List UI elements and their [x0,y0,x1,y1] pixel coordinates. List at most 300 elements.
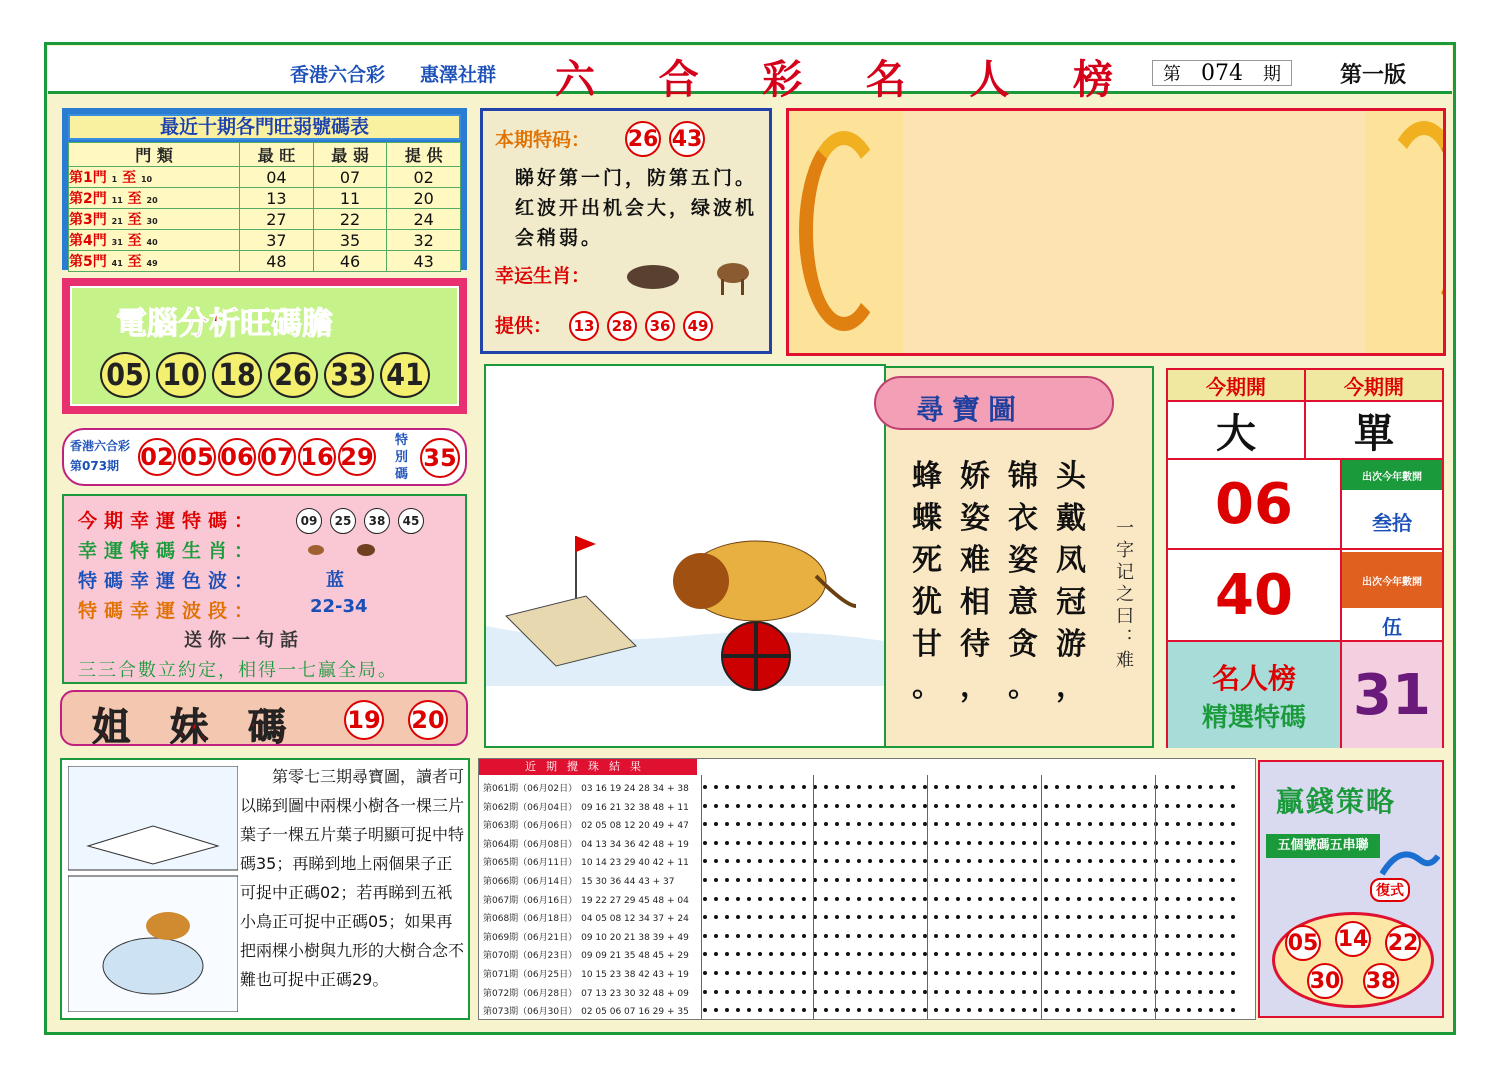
history-dot [1165,822,1169,826]
history-dot [868,822,872,826]
history-dot [714,785,718,789]
history-dot [989,859,993,863]
history-dot [1000,915,1004,919]
history-dot [1209,990,1213,994]
history-dot [956,1008,960,1012]
history-dot [978,897,982,901]
history-dot [747,1008,751,1012]
history-dot [912,990,916,994]
history-dot [1110,822,1114,826]
history-dot [989,785,993,789]
history-dot [1099,822,1103,826]
history-dot [934,859,938,863]
history-dot [1231,897,1235,901]
history-dot [1000,878,1004,882]
history-dot [901,934,905,938]
history-dot [1110,990,1114,994]
history-dot [1121,859,1125,863]
history-dot [1176,971,1180,975]
history-dot [879,897,883,901]
history-dot [1077,785,1081,789]
history-dot [857,822,861,826]
history-dot [1132,915,1136,919]
history-dot [868,934,872,938]
history-row [483,967,689,980]
history-dot [857,952,861,956]
history-dot [846,971,850,975]
history-row [483,986,689,999]
history-dot [1022,990,1026,994]
history-dot [703,971,707,975]
history-dot [1143,897,1147,901]
history-dot [945,971,949,975]
history-numbers: 07 13 23 30 32 48 + 09 [581,988,689,999]
history-dot [978,804,982,808]
history-dot [1099,971,1103,975]
sister-panel [60,690,468,749]
win-oval [1272,912,1434,1008]
history-dot [758,859,762,863]
history-dot [934,934,938,938]
history-dot [758,990,762,994]
history-dot [1187,841,1191,845]
history-dot [1011,822,1015,826]
luck-panel [62,494,467,684]
recent-table [68,142,461,272]
history-dot [769,804,773,808]
win-title: 贏錢策略 [1276,785,1397,818]
history-dot [967,878,971,882]
history-dot [967,952,971,956]
history-dot [1231,971,1235,975]
history-dot [857,934,861,938]
history-dot [1099,841,1103,845]
history-dot [769,990,773,994]
history-dot [791,897,795,901]
history-dot [1088,878,1092,882]
history-dot [1066,1008,1070,1012]
history-dot [714,804,718,808]
history-dot [1121,915,1125,919]
history-dot [1044,971,1048,975]
history-dot [1000,952,1004,956]
result-ball: 02 [138,438,176,476]
history-dot [901,971,905,975]
history-dot [1176,878,1180,882]
history-dot [978,952,982,956]
history-dot [824,859,828,863]
history-dot [747,990,751,994]
history-dot [934,897,938,901]
history-dot [703,897,707,901]
history-dot [758,915,762,919]
history-dot [879,934,883,938]
history-dot [857,915,861,919]
history-dot [1231,990,1235,994]
history-dot [956,878,960,882]
luck-line-2: 幸運特碼生肖： [78,540,261,562]
win-ball: 38 [1363,963,1399,999]
decorative-art [786,108,1446,356]
history-dot [945,859,949,863]
history-dot [857,785,861,789]
history-dot [967,859,971,863]
history-dot [890,934,894,938]
history-dot [868,971,872,975]
history-dot [912,859,916,863]
history-dot [934,990,938,994]
history-dot [956,897,960,901]
history-dot [1011,841,1015,845]
history-dot [1088,952,1092,956]
history-dot [780,915,784,919]
history-dot [934,878,938,882]
history-dot [747,971,751,975]
history-dot [989,952,993,956]
swirl-decoration [799,131,889,331]
history-dot [846,822,850,826]
luck-ball: 09 [296,508,322,534]
history-dot [703,878,707,882]
history-dot [1132,841,1136,845]
history-dot [769,1008,773,1012]
history-row [483,874,675,887]
history-dot [824,804,828,808]
history-dot [868,841,872,845]
history-dot [879,915,883,919]
history-dot [747,915,751,919]
win-ball: 22 [1385,925,1421,961]
history-dot [824,990,828,994]
zodiac-icons [304,538,384,560]
history-dot [1220,952,1224,956]
history-dot [1231,878,1235,882]
history-dot [1187,897,1191,901]
tip-panel [480,108,772,354]
luck-line-4: 特碼幸運波段： [78,600,261,622]
history-dot [846,897,850,901]
history-dot [703,1008,707,1012]
history-dot [1099,990,1103,994]
history-dot [1088,990,1092,994]
history-dot [1143,971,1147,975]
history-dot [1055,1008,1059,1012]
history-dot [714,990,718,994]
history-dot [758,804,762,808]
history-dot [1055,915,1059,919]
history-dot [1187,859,1191,863]
history-dot [989,822,993,826]
history-dot [1165,859,1169,863]
history-dot [1220,859,1224,863]
treasure-map-title: 尋寶圖 [916,393,1025,426]
history-dot [868,1008,872,1012]
history-dot [1044,822,1048,826]
history-dot [1176,952,1180,956]
history-dot [725,915,729,919]
history-dot [1044,915,1048,919]
history-dot [802,990,806,994]
history-dot [769,859,773,863]
history-dot [967,915,971,919]
history-dot [780,952,784,956]
history-dot [758,897,762,901]
history-dot [1110,952,1114,956]
history-dot [747,822,751,826]
history-dot [989,897,993,901]
history-dot [890,785,894,789]
history-dot [934,915,938,919]
history-dot [912,897,916,901]
history-dot [912,822,916,826]
history-dot [1121,897,1125,901]
history-dot [703,785,707,789]
sister-ball: 20 [408,700,448,740]
history-row [483,781,689,794]
history-dot [890,915,894,919]
history-dot [1132,1008,1136,1012]
history-dot [1022,804,1026,808]
history-dot [1088,1008,1092,1012]
wave-icon [1380,838,1440,878]
history-dot [1011,1008,1015,1012]
history-dot [1077,1008,1081,1012]
history-row [483,1004,689,1017]
history-dot [846,990,850,994]
poem-column: 蜂 蝶 死 犹 甘 。 [912,459,942,704]
sister-title: 姐妹碼 [92,705,327,749]
history-dot [912,785,916,789]
history-dot [956,859,960,863]
history-dot [1198,952,1202,956]
history-dot [1198,859,1202,863]
col-header: 最 弱 [313,143,387,167]
history-dot [714,915,718,919]
history-numbers: 09 10 20 21 38 39 + 49 [581,932,689,943]
history-dot [1132,934,1136,938]
luck-saying-title: 送你一句話 [184,630,304,651]
history-period: 第064期（06月08日） [483,839,578,850]
history-dot [1011,934,1015,938]
history-dot [846,785,850,789]
history-dot [1033,785,1037,789]
history-dot [1132,785,1136,789]
history-dot [791,822,795,826]
history-dot [978,822,982,826]
history-dot [1165,971,1169,975]
history-dot [835,822,839,826]
history-dot [802,897,806,901]
history-dot [1033,952,1037,956]
history-dot [791,859,795,863]
history-dot [725,822,729,826]
history-dot [703,990,707,994]
history-dot [758,934,762,938]
history-dot [857,897,861,901]
history-dot [1077,878,1081,882]
history-dot [934,952,938,956]
history-dot [758,822,762,826]
history-dot [1176,934,1180,938]
history-dot [890,841,894,845]
history-numbers: 03 16 19 24 28 34 + 38 [581,784,689,794]
history-period: 第071期（06月25日） [483,970,578,980]
history-dot [890,971,894,975]
history-dot [1198,971,1202,975]
history-dot [1121,952,1125,956]
history-dot [912,934,916,938]
history-dot [890,804,894,808]
history-dot [1000,934,1004,938]
history-dot [1121,934,1125,938]
history-dot [1220,822,1224,826]
history-dot [1143,785,1147,789]
title-char: 六 [555,56,597,103]
result-ball: 06 [218,438,256,476]
history-dot [802,841,806,845]
history-dot [945,841,949,845]
number-ball: 33 [324,352,374,398]
history-dot [780,804,784,808]
history-dot [1110,971,1114,975]
special-ball: 35 [420,438,460,478]
history-dot [1143,934,1147,938]
history-dot [1231,1008,1235,1012]
history-dot [780,934,784,938]
history-dot [1077,934,1081,938]
history-dot [1165,952,1169,956]
history-dot [835,897,839,901]
history-dot [802,952,806,956]
history-dot [725,859,729,863]
zodiac-animal-icons [623,251,763,301]
history-period: 第062期（06月04日） [483,802,578,813]
history-dot [868,915,872,919]
history-dot [1088,897,1092,901]
history-dot [1055,841,1059,845]
history-dot [868,785,872,789]
poem-clue: 一字记之曰：难 [1113,518,1134,672]
history-dot [1088,971,1092,975]
history-dot [978,878,982,882]
history-dot [967,841,971,845]
history-dot [901,1008,905,1012]
history-dot [1209,785,1213,789]
history-dot [736,841,740,845]
poem-column: 娇 姿 难 相 待 ， [960,459,990,704]
history-dot [1121,841,1125,845]
history-dot [1187,804,1191,808]
history-dot [835,785,839,789]
story-panel [60,758,470,1020]
history-dot [945,1008,949,1012]
history-dot [945,952,949,956]
history-dot [824,934,828,938]
history-dot [1110,859,1114,863]
history-dot [956,785,960,789]
history-dot [846,915,850,919]
history-dot [1220,1008,1224,1012]
history-row [483,837,689,850]
history-dot [1088,785,1092,789]
history-dot [879,990,883,994]
history-dot [1077,804,1081,808]
history-dot [1220,897,1224,901]
history-dot [967,822,971,826]
last-result-panel [62,428,467,486]
history-dot [824,878,828,882]
history-dot [1198,934,1202,938]
history-dot [1143,822,1147,826]
history-dot [1209,822,1213,826]
history-dot [1143,952,1147,956]
history-dot [1033,990,1037,994]
history-dot [736,785,740,789]
history-dot [912,971,916,975]
history-dot [1099,934,1103,938]
history-dot [703,859,707,863]
complex-label: 復式 [1370,878,1410,902]
history-dot [989,934,993,938]
history-dot [703,915,707,919]
luck-line-1: 今期幸運特碼： [78,510,261,532]
history-dot [1022,952,1026,956]
history-dot [1187,915,1191,919]
history-dot [1044,804,1048,808]
history-period: 第069期（06月21日） [483,932,578,943]
history-dot [835,804,839,808]
history-row [483,800,689,813]
tip-text: 睇好第一门，防第五门。红波开出机会大，绿波机会稍弱。 [515,167,758,249]
history-dot [1132,804,1136,808]
history-dot [956,822,960,826]
history-dot [802,934,806,938]
history-dot [879,822,883,826]
history-dot [1132,822,1136,826]
history-dot [912,878,916,882]
history-dot [769,841,773,845]
history-dot [1198,822,1202,826]
history-dot [967,971,971,975]
history-dot [1033,859,1037,863]
history-dot [1033,878,1037,882]
history-dot [1121,878,1125,882]
history-dot [736,952,740,956]
luck-saying: 三三合數立約定，相得一七贏全局。 [78,660,398,681]
win-strategy-panel [1258,760,1444,1018]
history-dot [1176,859,1180,863]
history-dot [901,804,905,808]
history-dot [780,878,784,882]
history-dot [1022,971,1026,975]
history-dot [978,841,982,845]
history-dot [945,785,949,789]
history-dot [978,1008,982,1012]
table-row: 第4門 31 至 40 37 35 32 [69,230,461,251]
history-dot [1099,1008,1103,1012]
history-dot [714,971,718,975]
history-dot [967,785,971,789]
number-ball: 18 [212,352,262,398]
history-dot [747,804,751,808]
result-issue: 第073期 [70,459,120,473]
history-dot [1187,822,1191,826]
history-row [483,855,689,868]
history-dot [1033,822,1037,826]
history-period: 第061期（06月02日） [483,784,578,794]
history-dot [703,804,707,808]
title-char: 榜 [1072,56,1115,103]
